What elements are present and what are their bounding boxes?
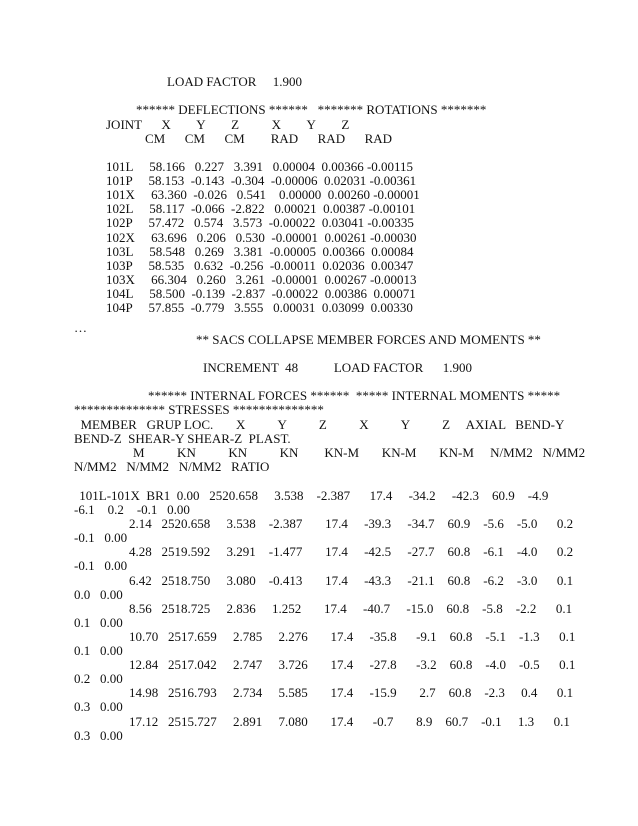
stresses-header: ************** STRESSES ************** (74, 402, 324, 417)
member-row: 8.56 2518.725 2.836 1.252 17.4 -40.7 -15.0 60.8 -5.8 -2.2 0.1 (129, 600, 573, 616)
joint-row: 104P 57.855 -0.779 3.555 0.00031 0.03099 0.00330 (106, 300, 413, 315)
joint-units-header: CM CM CM RAD RAD RAD (145, 131, 393, 146)
collapse-header: ** SACS COLLAPSE MEMBER FORCES AND MOMENTS ** (196, 332, 541, 347)
member-row-wrap: -6.1 0.2 -0.1 0.00 (74, 502, 190, 517)
load-factor-header: LOAD FACTOR 1.900 (167, 74, 302, 89)
forces-moments-header: ****** INTERNAL FORCES ****** ***** INTERNAL MOMENTS ***** (148, 388, 561, 403)
joint-row: 103L 58.548 0.269 3.381 -0.00005 0.00366 0.00084 (106, 243, 414, 259)
member-row: 2.14 2520.658 3.538 -2.387 17.4 -39.3 -34.7 60.9 -5.6 -5.0 0.2 (129, 516, 574, 532)
member-column-header-wrap: BEND-Z SHEAR-Y SHEAR-Z PLAST. (74, 431, 291, 446)
increment-line: INCREMENT 48 LOAD FACTOR 1.900 (203, 360, 473, 375)
joint-row: 101L 58.166 0.227 3.391 0.00004 0.00366 -0.00115 (106, 159, 414, 174)
member-row: 4.28 2519.592 3.291 -1.477 17.4 -42.5 -27.7 60.8 -6.1 -4.0 0.2 (129, 544, 574, 560)
joint-row: 104L 58.500 -0.139 -2.837 -0.00022 0.00386 0.00071 (106, 285, 416, 301)
member-row-wrap: 0.2 0.00 (74, 671, 123, 687)
member-column-header: MEMBER GRUP LOC. X Y Z X Y Z AXIAL BEND-Y (74, 417, 565, 432)
joint-row: 103X 66.304 0.260 3.261 -0.00001 0.00267 -0.00013 (106, 271, 417, 287)
joint-row: 102P 57.472 0.574 3.573 -0.00022 0.03041 -0.00335 (106, 215, 414, 231)
member-row: 101L-101X BR1 0.00 2520.658 3.538 -2.387 17.4 -34.2 -42.3 60.9 -4.9 (76, 488, 549, 503)
deflections-rotations-header: ****** DEFLECTIONS ****** ******* ROTATIONS ******* (136, 102, 487, 117)
member-row-wrap: -0.1 0.00 (74, 530, 128, 546)
member-row: 12.84 2517.042 2.747 3.726 17.4 -27.8 -3.2 60.8 -4.0 -0.5 0.1 (129, 657, 576, 673)
member-row-wrap: 0.0 0.00 (74, 586, 123, 602)
member-row-wrap: 0.1 0.00 (74, 614, 123, 630)
member-row: 6.42 2518.750 3.080 -0.413 17.4 -43.3 -21.1 60.8 -6.2 -3.0 0.1 (129, 572, 574, 588)
ellipsis: … (74, 320, 87, 335)
joint-row: 102X 63.696 0.206 0.530 -0.00001 0.00261 -0.00030 (106, 229, 417, 245)
joint-column-header: JOINT X Y Z X Y Z (106, 117, 350, 132)
joint-row: 103P 58.535 0.632 -0.256 -0.00011 0.02036 0.00347 (106, 257, 414, 273)
member-row-wrap: 0.1 0.00 (74, 643, 123, 658)
member-row: 10.70 2517.659 2.785 2.276 17.4 -35.8 -9.1 60.8 -5.1 -1.3 0.1 (129, 629, 576, 644)
member-row-wrap: 0.3 0.00 (74, 699, 123, 715)
member-row: 17.12 2515.727 2.891 7.080 17.4 -0.7 8.9 60.7 -0.1 1.3 0.1 (129, 713, 570, 729)
member-row: 14.98 2516.793 2.734 5.585 17.4 -15.9 2.7 60.8 -2.3 0.4 0.1 (129, 685, 574, 701)
joint-row: 101P 58.153 -0.143 -0.304 -0.00006 0.02031 -0.00361 (106, 173, 417, 189)
joint-row: 102L 58.117 -0.066 -2.822 0.00021 0.00387 -0.00101 (106, 201, 416, 217)
member-row-wrap: 0.3 0.00 (74, 727, 123, 743)
member-units-header: M KN KN KN KN-M KN-M KN-M N/MM2 N/MM2 (133, 445, 586, 460)
member-units-header-wrap: N/MM2 N/MM2 N/MM2 RATIO (74, 459, 270, 474)
member-row-wrap: -0.1 0.00 (74, 558, 128, 574)
joint-row: 101X 63.360 -0.026 0.541 0.00000 0.00260 -0.00001 (106, 187, 420, 203)
